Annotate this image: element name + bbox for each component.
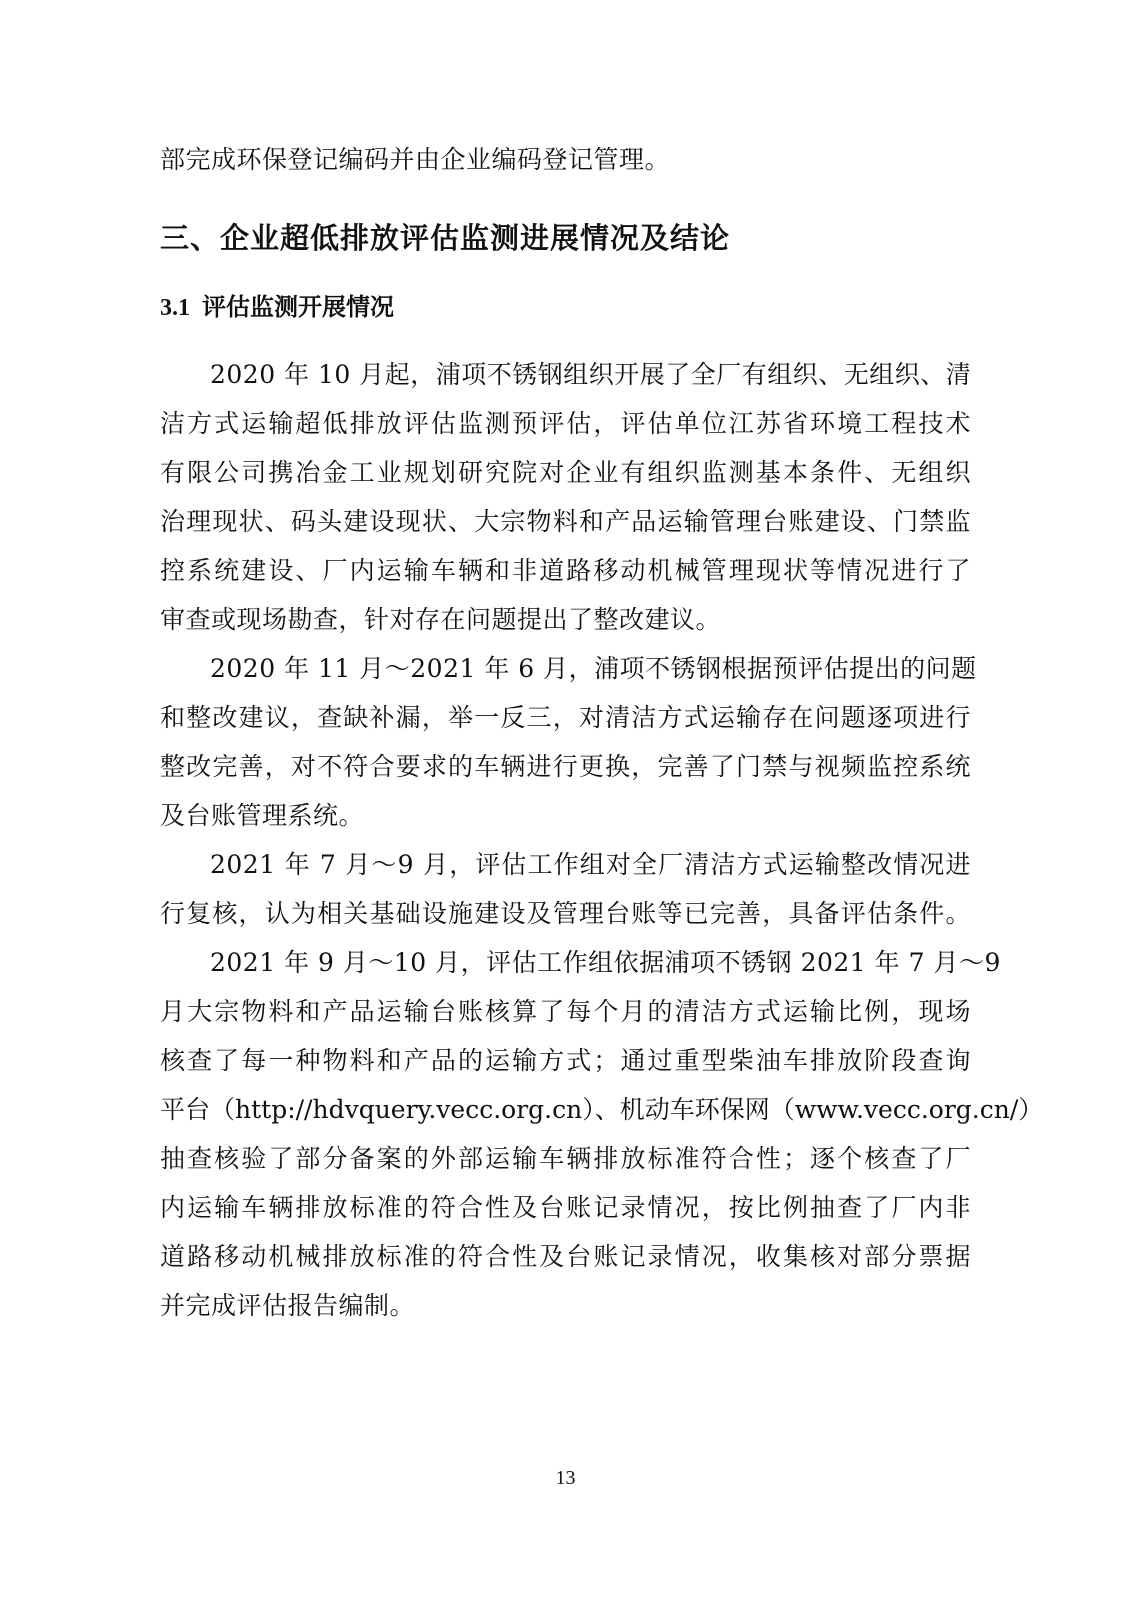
paragraph-1-line-4: 治理现状、码头建设现状、大宗物料和产品运输管理台账建设、门禁监 bbox=[160, 507, 971, 536]
paragraph-2-line-2: 和整改建议，查缺补漏，举一反三，对清洁方式运输存在问题逐项进行 bbox=[160, 703, 971, 732]
paragraph-4-line-8: 并完成评估报告编制。 bbox=[160, 1291, 416, 1320]
paragraph-2-line-4: 及台账管理系统。 bbox=[160, 801, 365, 830]
paragraph-4-line-1: 2021 年 9 月～10 月，评估工作组依据浦项不锈钢 2021 年 7 月～9 bbox=[210, 948, 1001, 977]
page-number: 13 bbox=[555, 1467, 576, 1489]
paragraph-3-line-2: 行复核，认为相关基础设施建设及管理台账等已完善，具备评估条件。 bbox=[160, 899, 971, 928]
paragraph-3-line-1: 2021 年 7 月～9 月，评估工作组对全厂清洁方式运输整改情况进 bbox=[210, 850, 971, 879]
paragraph-1-line-2: 洁方式运输超低排放评估监测预评估，评估单位江苏省环境工程技术 bbox=[160, 409, 971, 438]
continuation-text: 部完成环保登记编码并由企业编码登记管理。 bbox=[160, 145, 671, 174]
paragraph-1-line-6: 审查或现场勘查，针对存在问题提出了整改建议。 bbox=[160, 605, 722, 634]
paragraph-4-line-4: 平台（http://hdvquery.vecc.org.cn）、机动车环保网（www.vecc.org.cn/） bbox=[160, 1095, 1044, 1124]
paragraph-1-line-5: 控系统建设、厂内运输车辆和非道路移动机械管理现状等情况进行了 bbox=[160, 556, 971, 585]
paragraph-4-line-7: 道路移动机械排放标准的符合性及台账记录情况，收集核对部分票据 bbox=[160, 1242, 971, 1271]
subsection-number: 3.1 bbox=[160, 295, 190, 321]
paragraph-2-line-1: 2020 年 11 月～2021 年 6 月，浦项不锈钢根据预评估提出的问题 bbox=[210, 654, 977, 683]
subsection-title: 评估监测开展情况 bbox=[202, 293, 394, 321]
section-heading: 三、企业超低排放评估监测进展情况及结论 bbox=[160, 221, 731, 255]
paragraph-1-line-3: 有限公司携冶金工业规划研究院对企业有组织监测基本条件、无组织 bbox=[160, 458, 971, 487]
paragraph-4-line-6: 内运输车辆排放标准的符合性及台账记录情况，按比例抽查了厂内非 bbox=[160, 1193, 971, 1222]
paragraph-1-line-1: 2020 年 10 月起，浦项不锈钢组织开展了全厂有组织、无组织、清 bbox=[210, 360, 972, 389]
paragraph-4-line-3: 核查了每一种物料和产品的运输方式；通过重型柴油车排放阶段查询 bbox=[160, 1046, 971, 1075]
subsection-heading bbox=[160, 290, 394, 325]
paragraph-4-line-5: 抽查核验了部分备案的外部运输车辆排放标准符合性；逐个核查了厂 bbox=[160, 1144, 971, 1173]
paragraph-4-line-2: 月大宗物料和产品运输台账核算了每个月的清洁方式运输比例，现场 bbox=[160, 997, 971, 1026]
paragraph-2-line-3: 整改完善，对不符合要求的车辆进行更换，完善了门禁与视频监控系统 bbox=[160, 752, 971, 781]
